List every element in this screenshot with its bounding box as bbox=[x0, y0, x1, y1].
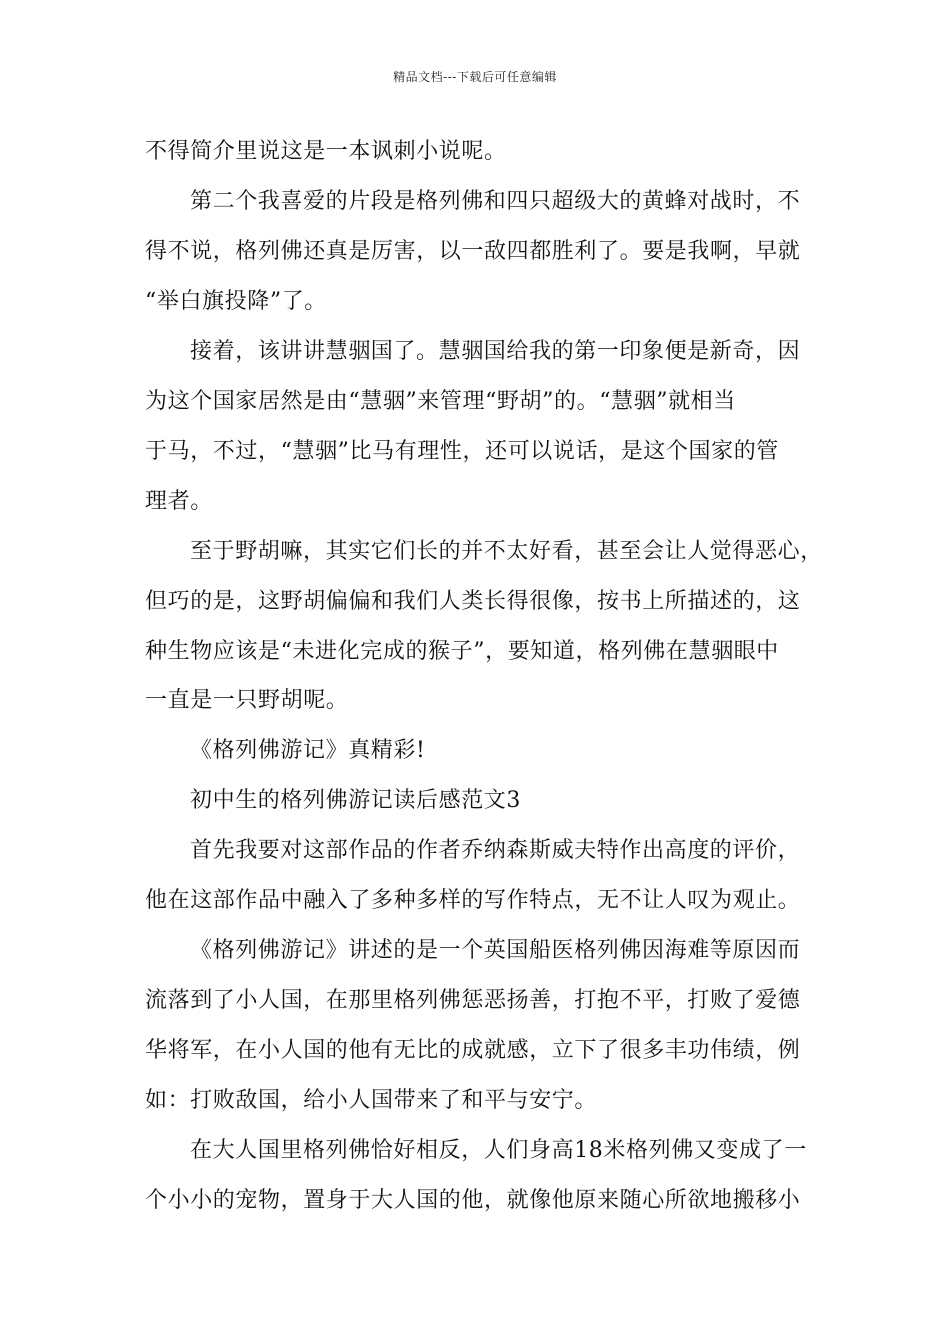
text-line: 于马，不过，“慧骃”比马有理性，还可以说话，是这个国家的管 bbox=[145, 439, 779, 464]
text-line: 一直是一只野胡呢。 bbox=[145, 688, 349, 713]
section-title: 初中生的格列佛游记读后感范文3 bbox=[190, 788, 521, 813]
text-line: 他在这部作品中融入了多种多样的写作特点，无不让人叹为观止。 bbox=[145, 888, 801, 913]
page-header: 精品文档---下载后可任意编辑 bbox=[393, 70, 557, 84]
paragraph-first-line: 《格列佛游记》真精彩! bbox=[190, 738, 426, 763]
paragraph-first-line: 《格列佛游记》讲述的是一个英国船医格列佛因海难等原因而 bbox=[190, 938, 801, 963]
text-line: 如：打败敌国，给小人国带来了和平与安宁。 bbox=[145, 1088, 598, 1113]
text-line: 得不说，格列佛还真是厉害，以一敌四都胜利了。要是我啊，早就 bbox=[145, 239, 801, 264]
paragraph-first-line: 在大人国里格列佛恰好相反，人们身高18米格列佛又变成了一 bbox=[190, 1138, 807, 1163]
text-line: “举白旗投降”了。 bbox=[145, 289, 327, 314]
text-line: 但巧的是，这野胡偏偏和我们人类长得很像，按书上所描述的，这 bbox=[145, 589, 801, 614]
paragraph-first-line: 至于野胡嘛，其实它们长的并不太好看，甚至会让人觉得恶心， bbox=[190, 539, 823, 564]
text-line: 流落到了小人国，在那里格列佛惩恶扬善，打抱不平，打败了爱德 bbox=[145, 988, 801, 1013]
text-line: 为这个国家居然是由“慧骃”来管理“野胡”的。“慧骃”就相当 bbox=[145, 389, 736, 414]
paragraph-first-line: 第二个我喜爱的片段是格列佛和四只超级大的黄蜂对战时，不 bbox=[190, 189, 801, 214]
text-line: 理者。 bbox=[145, 489, 213, 514]
text-line: 种生物应该是“未进化完成的猴子”，要知道，格列佛在慧骃眼中 bbox=[145, 639, 779, 664]
text-line: 不得简介里说这是一本讽刺小说呢。 bbox=[145, 139, 507, 164]
paragraph-first-line: 接着，该讲讲慧骃国了。慧骃国给我的第一印象便是新奇，因 bbox=[190, 339, 801, 364]
paragraph-first-line: 首先我要对这部作品的作者乔纳森斯威夫特作出高度的评价， bbox=[190, 838, 801, 863]
text-line: 个小小的宠物，置身于大人国的他，就像他原来随心所欲地搬移小 bbox=[145, 1188, 801, 1213]
text-line: 华将军，在小人国的他有无比的成就感，立下了很多丰功伟绩，例 bbox=[145, 1038, 801, 1063]
